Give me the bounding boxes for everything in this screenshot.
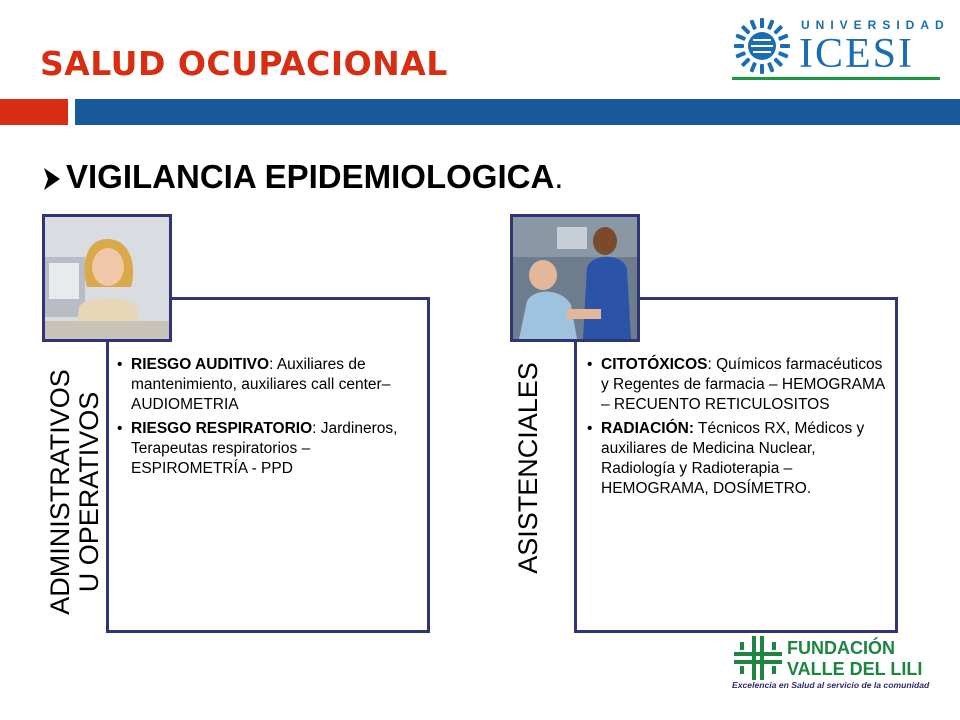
section-heading-text: VIGILANCIA EPIDEMIOLOGICA <box>66 158 555 195</box>
panel-label-line: U OPERATIVOS <box>74 391 104 593</box>
panel-label-asistenciales <box>508 353 548 583</box>
cross-icon <box>734 636 782 680</box>
bullet-icon: • <box>117 420 123 437</box>
header-band-accent <box>0 99 68 125</box>
panel-label-line: ASISTENCIALES <box>512 362 543 574</box>
section-heading <box>42 158 563 196</box>
nurse-patient-photo <box>510 214 640 342</box>
risk-list <box>114 355 420 483</box>
icesi-name: ICESI <box>799 31 914 77</box>
icesi-logo-rule <box>732 77 940 80</box>
arrow-right-icon <box>42 166 62 192</box>
list-item <box>584 355 890 415</box>
icesi-logo <box>732 14 950 84</box>
bullet-icon: • <box>587 420 593 437</box>
icesi-university-label: UNIVERSIDAD <box>801 18 950 32</box>
valle-del-lili-line1: FUNDACIÓN <box>787 638 895 658</box>
risk-detail: : Jardineros, Terapeutas respiratorios – ESPIROMETRÍA - PPD <box>131 420 398 477</box>
bullet-icon: • <box>117 356 123 373</box>
panel-label-line: ADMINISTRATIVOS <box>45 369 75 615</box>
list-item <box>114 355 420 415</box>
header-band <box>75 99 960 125</box>
bullet-icon: • <box>587 356 593 373</box>
section-heading-period: . <box>554 158 564 195</box>
valle-del-lili-name <box>787 638 922 680</box>
risk-detail: : Químicos farmacéuticos y Regentes de farmacia – HEMOGRAMA – RECUENTO RETICULOSITOS <box>601 356 885 413</box>
risk-name: RADIACIÓN: <box>601 420 694 437</box>
list-item <box>584 419 890 499</box>
office-worker-photo <box>42 214 172 342</box>
panel-label-administrativos <box>44 357 106 627</box>
valle-del-lili-logo <box>732 636 937 696</box>
nurse-patient-image <box>513 217 637 339</box>
risk-list <box>584 355 890 503</box>
sunburst-icon <box>732 16 792 76</box>
valle-del-lili-line2: VALLE DEL LILI <box>787 659 923 679</box>
risk-detail: Técnicos RX, Médicos y auxiliares de Medicina Nuclear, Radiología y Radioterapia – HEMOGRAMA, DOSÍMETRO. <box>601 420 865 497</box>
office-worker-image <box>45 217 169 339</box>
risk-detail: : Auxiliares de mantenimiento, auxiliares call center– AUDIOMETRIA <box>131 356 391 413</box>
risk-name: CITOTÓXICOS <box>601 356 708 373</box>
risk-name: RIESGO AUDITIVO <box>131 356 270 373</box>
slide-title: SALUD OCUPACIONAL <box>40 44 448 83</box>
list-item <box>114 419 420 479</box>
risk-name: RIESGO RESPIRATORIO <box>131 420 313 437</box>
valle-del-lili-tagline: Excelencia en Salud al servicio de la comunidad <box>732 680 930 690</box>
